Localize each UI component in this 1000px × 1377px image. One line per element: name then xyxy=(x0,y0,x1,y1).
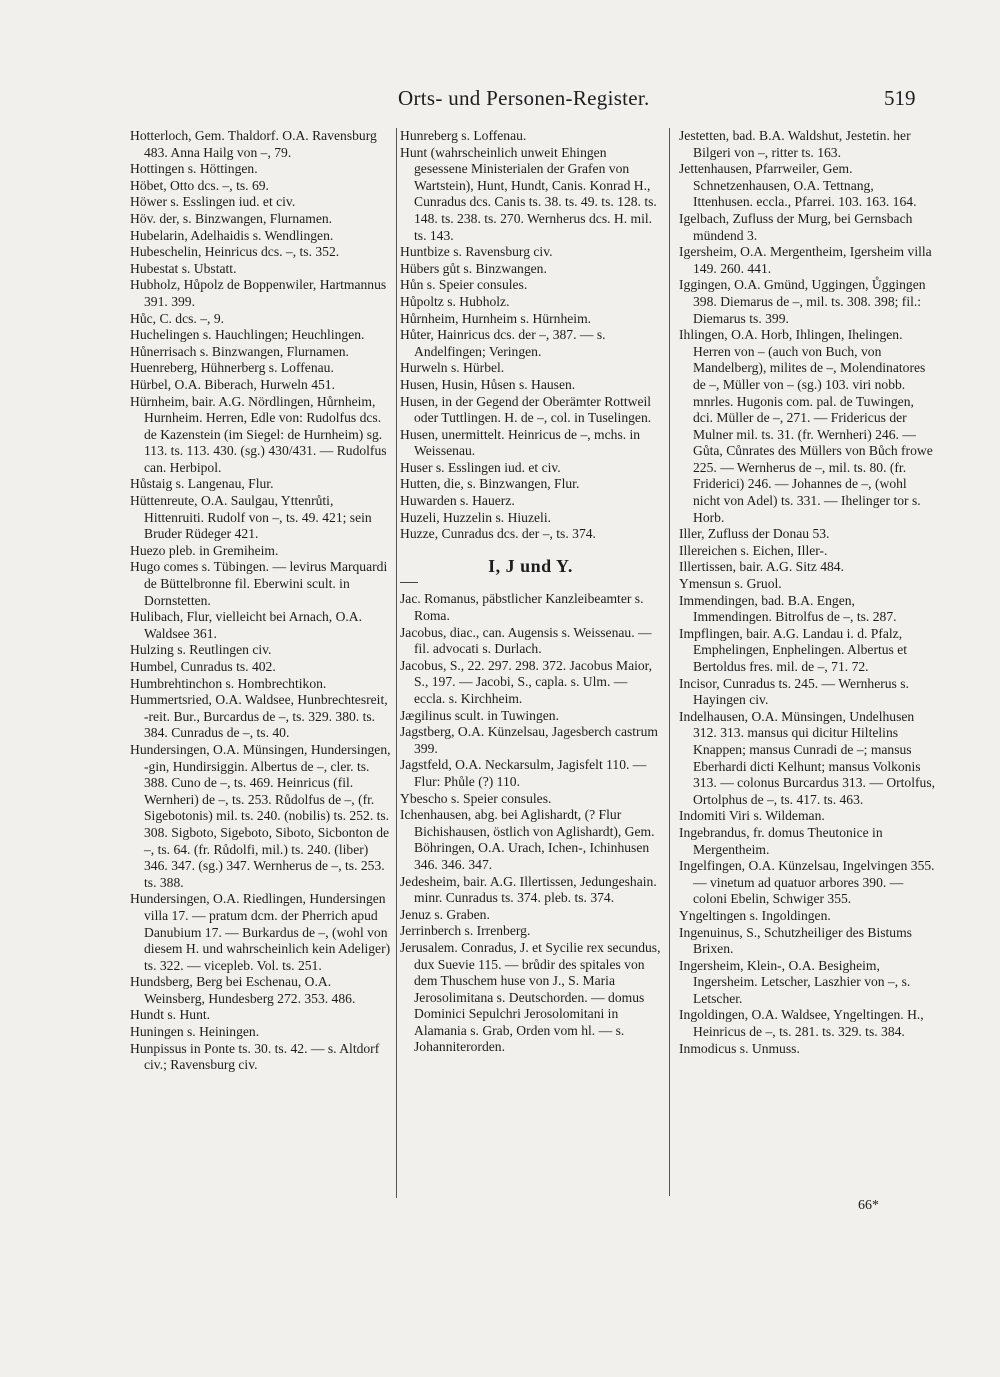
index-entry: Yngeltingen s. Ingoldingen. xyxy=(679,907,831,923)
index-entry: Höwer s. Esslingen iud. et civ. xyxy=(130,194,296,210)
index-entry: Hunt (wahrscheinlich unweit Ehingen gesessene Ministerialen der Grafen von Wartstein), Hunt, Hundt, Canis. Konrad H., Cunradus dcs. Canis ts. 38. ts. 49. ts. 128. ts. 148. ts. 238. ts. 270. Wernherus dcs. H. mil. ts. 143. xyxy=(400,144,657,243)
index-column-right xyxy=(679,128,937,1057)
index-entry: Jedesheim, bair. A.G. Illertissen, Jedungeshain. minr. Cunradus ts. 374. pleb. ts. 374. xyxy=(400,873,657,906)
index-entry: Höbet, Otto dcs. –, ts. 69. xyxy=(130,177,269,193)
index-entry: Hundsberg, Berg bei Eschenau, O.A. Weinsberg, Hundesberg 272. 353. 486. xyxy=(130,974,356,1006)
index-entry: Hotterloch, Gem. Thaldorf. O.A. Ravensburg 483. Anna Hailg von –, 79. xyxy=(130,128,377,160)
index-entry: Jerusalem. Conradus, J. et Sycilie rex secundus, dux Suevie 115. — brůdir des spitales von dem Thuschem huse von J., S. Maria Jerosolimitana s. Deutschorden. — domus Dominici Sepulchri Jerosolomitani in Alamania s. Grab, Orden vom hl. — s. Johanniterorden. xyxy=(400,939,661,1055)
index-entry: Iller, Zufluss der Donau 53. xyxy=(679,526,830,542)
index-entry: Ingelfingen, O.A. Künzelsau, Ingelvingen 355. — vinetum ad quatuor arbores 390. — coloni Ebelin, Schwiger 355. xyxy=(679,858,935,907)
index-entry: Humbel, Cunradus ts. 402. xyxy=(130,659,276,674)
index-entry: Jacobus, diac., can. Augensis s. Weissenau. — fil. advocati s. Durlach. xyxy=(400,624,652,657)
index-entries-i xyxy=(400,591,661,1056)
index-entry: Igelbach, Zufluss der Murg, bei Gernsbach mündend 3. xyxy=(679,210,913,243)
index-entry: Ichenhausen, abg. bei Aglishardt, (? Flur Bichishausen, östlich von Aglishardt), Gem. Böhringen, O.A. Urach, Ichen-, Ichinhusen 346. 346. 347. xyxy=(400,807,655,872)
index-entry: Hurweln s. Hürbel. xyxy=(400,360,505,376)
index-entry: Ingenuinus, S., Schutzheiliger des Bistums Brixen. xyxy=(679,924,912,957)
index-entry: Hunpissus in Ponte ts. 30. ts. 42. — s. Altdorf civ.; Ravensburg civ. xyxy=(130,1040,380,1073)
index-entry: Iggingen, O.A. Gmünd, Uggingen, Ůggingen 398. Diemarus de –, mil. ts. 308. 398; fil.: Diemarus ts. 399. xyxy=(679,277,926,326)
index-entry: Huchelingen s. Hauchlingen; Heuchlingen. xyxy=(130,327,365,343)
index-entry: Jac. Romanus, päbstlicher Kanzleibeamter s. Roma. xyxy=(400,591,644,624)
index-entry: Huningen s. Heiningen. xyxy=(130,1024,260,1040)
index-entry: Hundersingen, O.A. Riedlingen, Hundersingen villa 17. — pratum dcm. der Pherrich apud Danubium 17. — Burkardus de –, (wohl von diesem H. und wahrscheinlich kein Adeliger) ts. 322. — vicepleb. Vol. ts. 251. xyxy=(130,891,391,973)
index-entry: Hutten, die, s. Binzwangen, Flur. xyxy=(400,476,580,492)
index-column-left xyxy=(130,128,392,1074)
index-entry: Hůter, Hainricus dcs. der –, 387. — s. Andelfingen; Veringen. xyxy=(400,327,606,359)
page-number: 519 xyxy=(884,86,916,110)
heading-rule xyxy=(400,582,418,583)
index-entry: Jagstberg, O.A. Künzelsau, Jagesberch castrum 399. xyxy=(400,724,658,756)
index-entry: Höv. der, s. Binzwangen, Flurnamen. xyxy=(130,210,333,226)
index-entry: Husen, in der Gegend der Oberämter Rottweil oder Tuttlingen. H. de –, col. in Tuselingen. xyxy=(400,393,652,426)
index-entries-h xyxy=(400,128,661,543)
index-entry: Hundt s. Hunt. xyxy=(130,1007,211,1023)
index-entry: Ingersheim, Klein-, O.A. Besigheim, Ingersheim. Letscher, Laszhier von –, s. Letscher. xyxy=(679,957,911,1006)
index-entry: Ingoldingen, O.A. Waldsee, Yngeltingen. H., Heinricus de –, ts. 281. ts. 329. ts. 384. xyxy=(679,1007,924,1040)
column-divider-left xyxy=(396,128,397,1198)
index-entry: Immendingen, bad. B.A. Engen, Immendingen. Bitrolfus de –, ts. 287. xyxy=(679,592,897,625)
index-entry: Hůn s. Speier consules. xyxy=(400,277,528,293)
index-entry: Hugo comes s. Tübingen. — levirus Marquardi de Büttelbronne fil. Eberwini scult. in Dornstetten. xyxy=(130,559,388,608)
index-entry: Indelhausen, O.A. Münsingen, Undelhusen 312. 313. mansus qui dicitur Hiltelins Knappen; mansus Cunradi de –; mansus Eberhardi dicti Kelhunt; mansus Volkonis 313. — colonus Burcardus 313. — Ortolfus, Ortolphus de –, ts. 417. ts. 463. xyxy=(679,708,936,807)
index-entry: Hůnerrisach s. Binzwangen, Flurnamen. xyxy=(130,343,349,359)
index-entry: Hůc, C. dcs. –, 9. xyxy=(130,310,225,326)
index-entry: Ihlingen, O.A. Horb, Ihlingen, Ihelingen. Herren von – (auch von Buch, von Mandelberg), milites de –, Molendinatores de –, Müller von – (sg.) 103. viri nobb. mnrles. Hugonis com. pal. de Tuwingen, dci. Müller de –, 271. — Fridericus der Mulner mil. ts. 31. (fr. Wernheri) 246. — Gůta, Cůnrates des Müllers von Bůch frowe 225. — Wernherus de –, mil. ts. 80. (fr. Friderici) 246. — Johannes de –, (wohl nicht von Adel) ts. 331. — Ihelinger tor s. Horb. xyxy=(679,327,933,525)
index-entry: Hulzing s. Reutlingen civ. xyxy=(130,642,272,658)
index-entry: Hürbel, O.A. Biberach, Hurweln 451. xyxy=(130,376,335,392)
index-entry: Ingebrandus, fr. domus Theutonice in Mergentheim. xyxy=(679,824,883,857)
index-entry: Hubelarin, Adelhaidis s. Wendlingen. xyxy=(130,227,334,243)
index-entry: Jacobus, S., 22. 297. 298. 372. Jacobus Maior, S., 197. — Jacobi, S., capla. s. Ulm. — eccla. s. Kirchheim. xyxy=(400,657,653,706)
index-entry: Inmodicus s. Unmuss. xyxy=(679,1040,800,1056)
index-entry: Ybescho s. Speier consules. xyxy=(400,790,552,806)
index-entry: Hulibach, Flur, vielleicht bei Arnach, O.A. Waldsee 361. xyxy=(130,609,363,641)
index-entry: Ymensun s. Gruol. xyxy=(679,576,782,592)
index-entry: Jerrinberch s. Irrenberg. xyxy=(400,923,531,939)
index-entry: Hůrnheim, Hurnheim s. Hürnheim. xyxy=(400,310,592,326)
index-entry: Huntbize s. Ravensburg civ. xyxy=(400,244,553,260)
index-entry: Hubholz, Hůpolz de Boppenwiler, Hartmannus 391. 399. xyxy=(130,277,387,309)
index-entry: Illertissen, bair. A.G. Sitz 484. xyxy=(679,559,844,575)
index-entry: Indomiti Viri s. Wildeman. xyxy=(679,808,825,824)
index-entry: Huzze, Cunradus dcs. der –, ts. 374. xyxy=(400,526,596,542)
index-entry: Impflingen, bair. A.G. Landau i. d. Pfalz, Emphelingen, Enphelingen. Albertus et Bertoldus fres. mil. de –, 71. 72. xyxy=(679,625,908,674)
index-entry: Huwarden s. Hauerz. xyxy=(400,493,515,509)
index-entry: Hübers gůt s. Binzwangen. xyxy=(400,260,547,276)
index-entry: Jægilinus scult. in Tuwingen. xyxy=(400,707,560,723)
index-entry: Husen, Husin, Hůsen s. Hausen. xyxy=(400,376,576,392)
index-entry: Igersheim, O.A. Mergentheim, Igersheim villa 149. 260. 441. xyxy=(679,244,932,276)
index-entry: Hubeschelin, Heinricus dcs. –, ts. 352. xyxy=(130,244,340,260)
index-entry: Hürnheim, bair. A.G. Nördlingen, Hůrnheim, Hurnheim. Herren, Edle von: Rudolfus dcs. de Kazenstein (im Siegel: de Hurnheim) sg. 113. ts. 113. 430. (sg.) 430/431. — Rudolfus can. Herbipol. xyxy=(130,393,387,475)
index-entry: Huenreberg, Hühnerberg s. Loffenau. xyxy=(130,360,334,376)
index-entry: Hüttenreute, O.A. Saulgau, Yttenrůti, Hittenruiti. Rudolf von –, ts. 49. 421; sein Bruder Rüdeger 421. xyxy=(130,493,372,542)
index-entry: Jestetten, bad. B.A. Waldshut, Jestetin. her Bilgeri von –, ritter ts. 163. xyxy=(679,128,911,160)
column-divider-right xyxy=(669,128,670,1196)
index-entry: Hummertsried, O.A. Waldsee, Hunbrechtesreit, -reit. Bur., Burcardus de –, ts. 329. 380. ts. 384. Cunradus de –, ts. 40. xyxy=(130,692,388,741)
index-column-middle xyxy=(400,128,661,1056)
index-entry: Jagstfeld, O.A. Neckarsulm, Jagisfelt 110. — Flur: Phůle (?) 110. xyxy=(400,757,647,789)
index-entry: Jettenhausen, Pfarrweiler, Gem. Schnetzenhausen, O.A. Tettnang, Ittenhusen. eccla., Pfarrei. 103. 163. 164. xyxy=(679,161,917,210)
running-title: Orts- und Personen-Register. xyxy=(398,86,650,110)
index-entry: Huezo pleb. in Gremiheim. xyxy=(130,542,279,558)
index-entry: Illereichen s. Eichen, Iller-. xyxy=(679,542,828,558)
index-entry: Hůpoltz s. Hubholz. xyxy=(400,293,510,309)
index-entry: Hundersingen, O.A. Münsingen, Hundersingen, -gin, Hundirsiggin. Albertus de –, cler. ts. 388. Cuno de –, ts. 469. Heinricus (fil. Wernheri) de –, ts. 253. Růdolfus de –, (fr. Sigebotonis) mil. ts. 240. (nobilis) ts. 252. ts. 308. Sigboto, Sigeboto, Siboto, Sicbonton de –, ts. 64. (fr. Růdolfi, mil.) ts. 240. (liber) 346. 347. (sg.) 347. Wernherus de –, ts. 253. ts. 388. xyxy=(130,741,391,890)
index-entry: Hubestat s. Ubstatt. xyxy=(130,260,237,276)
section-heading: I, J und Y. xyxy=(488,555,573,576)
index-entry: Huser s. Esslingen iud. et civ. xyxy=(400,459,561,475)
index-entry: Humbrehtinchon s. Hombrechtikon. xyxy=(130,675,327,691)
index-entry: Hottingen s. Höttingen. xyxy=(130,161,258,177)
index-entry: Hunreberg s. Loffenau. xyxy=(400,128,527,143)
signature-mark: 66* xyxy=(858,1198,879,1213)
index-entry: Husen, unermittelt. Heinricus de –, mchs. in Weissenau. xyxy=(400,426,641,459)
index-entry: Hůstaig s. Langenau, Flur. xyxy=(130,476,274,492)
index-entry: Incisor, Cunradus ts. 245. — Wernherus s. Hayingen civ. xyxy=(679,675,909,708)
index-entry: Jenuz s. Graben. xyxy=(400,906,490,922)
index-entry: Huzeli, Huzzelin s. Hiuzeli. xyxy=(400,509,551,525)
